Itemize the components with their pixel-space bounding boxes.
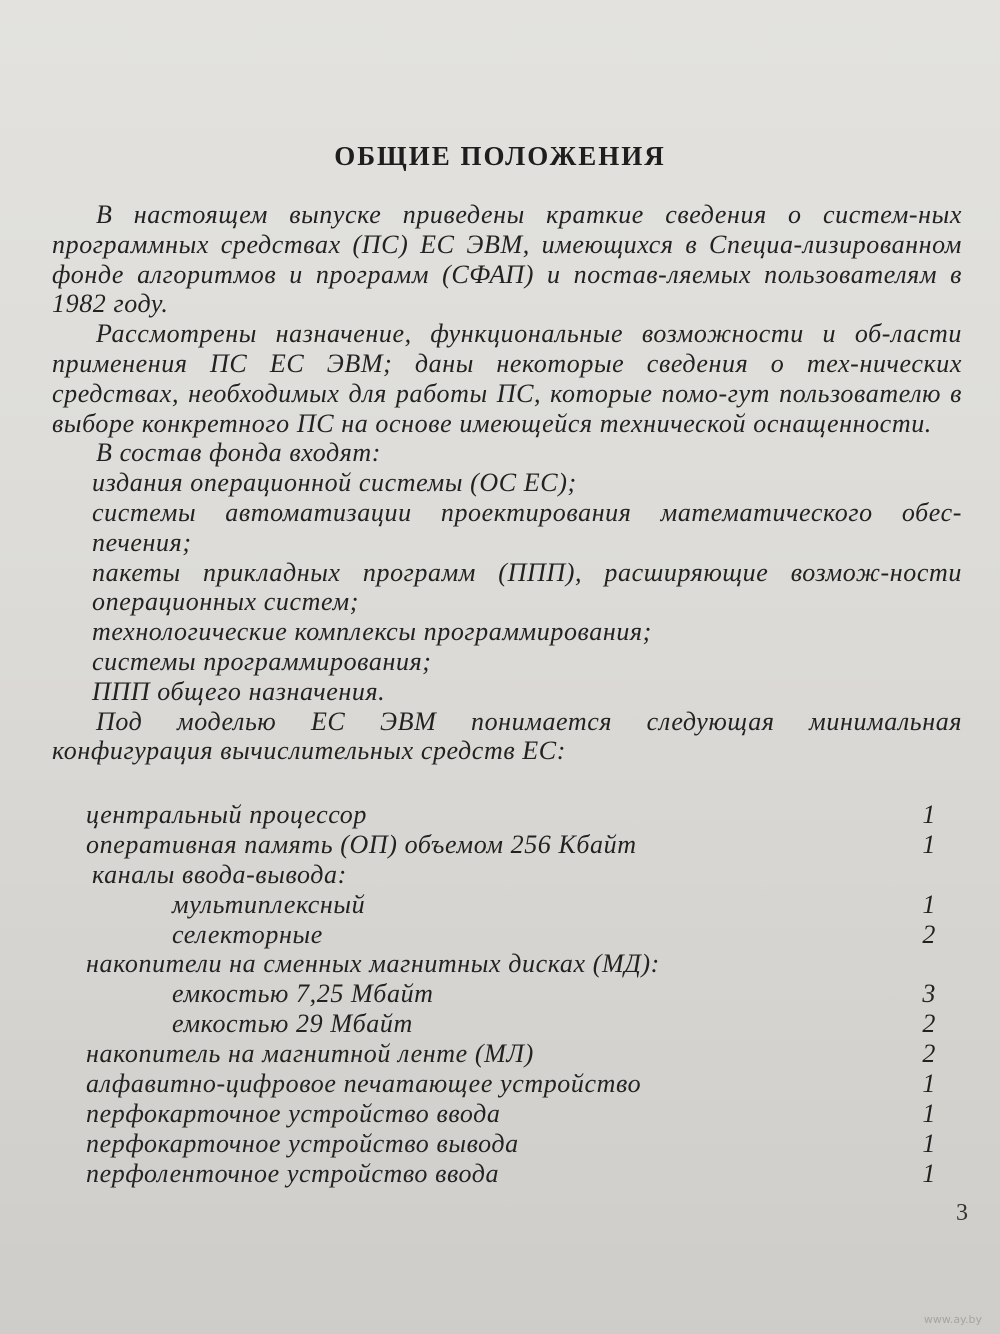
configuration-list [86,800,936,1189]
config-row [86,1159,936,1189]
fund-item: системы программирования; [92,646,432,676]
config-label: мультиплексный [172,889,366,919]
fund-item: ППП общего назначения. [92,676,386,706]
fund-item: системы автоматизации проектирования математического обес-печения; [92,497,962,557]
watermark: www.ay.by [923,1313,982,1326]
body-text [52,200,962,766]
config-row [86,1039,936,1069]
config-row [86,860,936,890]
config-label: емкостью 29 Мбайт [172,1009,413,1039]
config-label: центральный процессор [86,800,367,829]
config-label: накопитель на магнитной ленте (МЛ) [86,1039,534,1069]
fund-heading: В состав фонда входят: [96,438,382,468]
config-row [86,890,936,920]
config-label: емкостью 7,25 Мбайт [172,979,434,1009]
config-qty: 1 [922,829,936,859]
model-intro-paragraph: Под моделью ЕС ЭВМ понимается следующая минимальная конфигурация вычислительных средств ЕС: [52,706,962,766]
config-qty: 2 [922,1039,936,1069]
config-qty: 1 [922,1128,936,1158]
config-label: каналы ввода-вывода: [92,859,347,889]
fund-item: пакеты прикладных программ (ППП), расширяющие возмож-ности операционных систем; [92,557,962,617]
scope-paragraph: Рассмотрены назначение, функциональные возможности и об-ласти применения ПС ЕС ЭВМ; даны некоторые сведения о тех-нических средствах, необходимых для работы ПС, которые помо-гут пользователю в выборе конкретного ПС на основе имеющейся технической оснащенности. [52,319,962,438]
config-row [86,920,936,950]
config-label: оперативная память (ОП) объемом 256 Кбайт [86,829,637,859]
config-row [86,979,936,1009]
page-number: 3 [956,1200,968,1226]
config-label: алфавитно-цифровое печатающее устройство [86,1069,642,1099]
page-title: ОБЩИЕ ПОЛОЖЕНИЯ [334,141,666,171]
config-qty: 3 [922,979,936,1009]
config-qty: 1 [922,800,936,829]
config-qty: 1 [922,889,936,919]
config-row [86,1099,936,1129]
config-label: перфокарточное устройство вывода [86,1128,519,1158]
config-qty: 1 [922,1098,936,1128]
config-label: накопители на сменных магнитных дисках (МД): [86,949,660,979]
config-row [86,1069,936,1099]
config-label: селекторные [172,919,323,949]
config-row [86,830,936,860]
config-row [86,949,936,979]
config-row [86,1009,936,1039]
config-qty: 2 [922,919,936,949]
intro-paragraph: В настоящем выпуске приведены краткие сведения о систем-ных программных средствах (ПС) ЕС ЭВМ, имеющихся в Специа-лизированном фонде алгоритмов и программ (СФАП) и постав-ляемых пользователям в 1982 году. [52,200,962,319]
config-row [86,800,936,830]
config-qty: 1 [922,1158,936,1188]
config-row [86,1129,936,1159]
fund-item: издания операционной системы (ОС ЕС); [92,468,577,498]
config-qty: 2 [922,1009,936,1039]
config-label: перфокарточное устройство ввода [86,1098,501,1128]
config-qty: 1 [922,1069,936,1099]
fund-item: технологические комплексы программирования; [92,617,652,647]
config-label: перфоленточное устройство ввода [86,1158,500,1188]
